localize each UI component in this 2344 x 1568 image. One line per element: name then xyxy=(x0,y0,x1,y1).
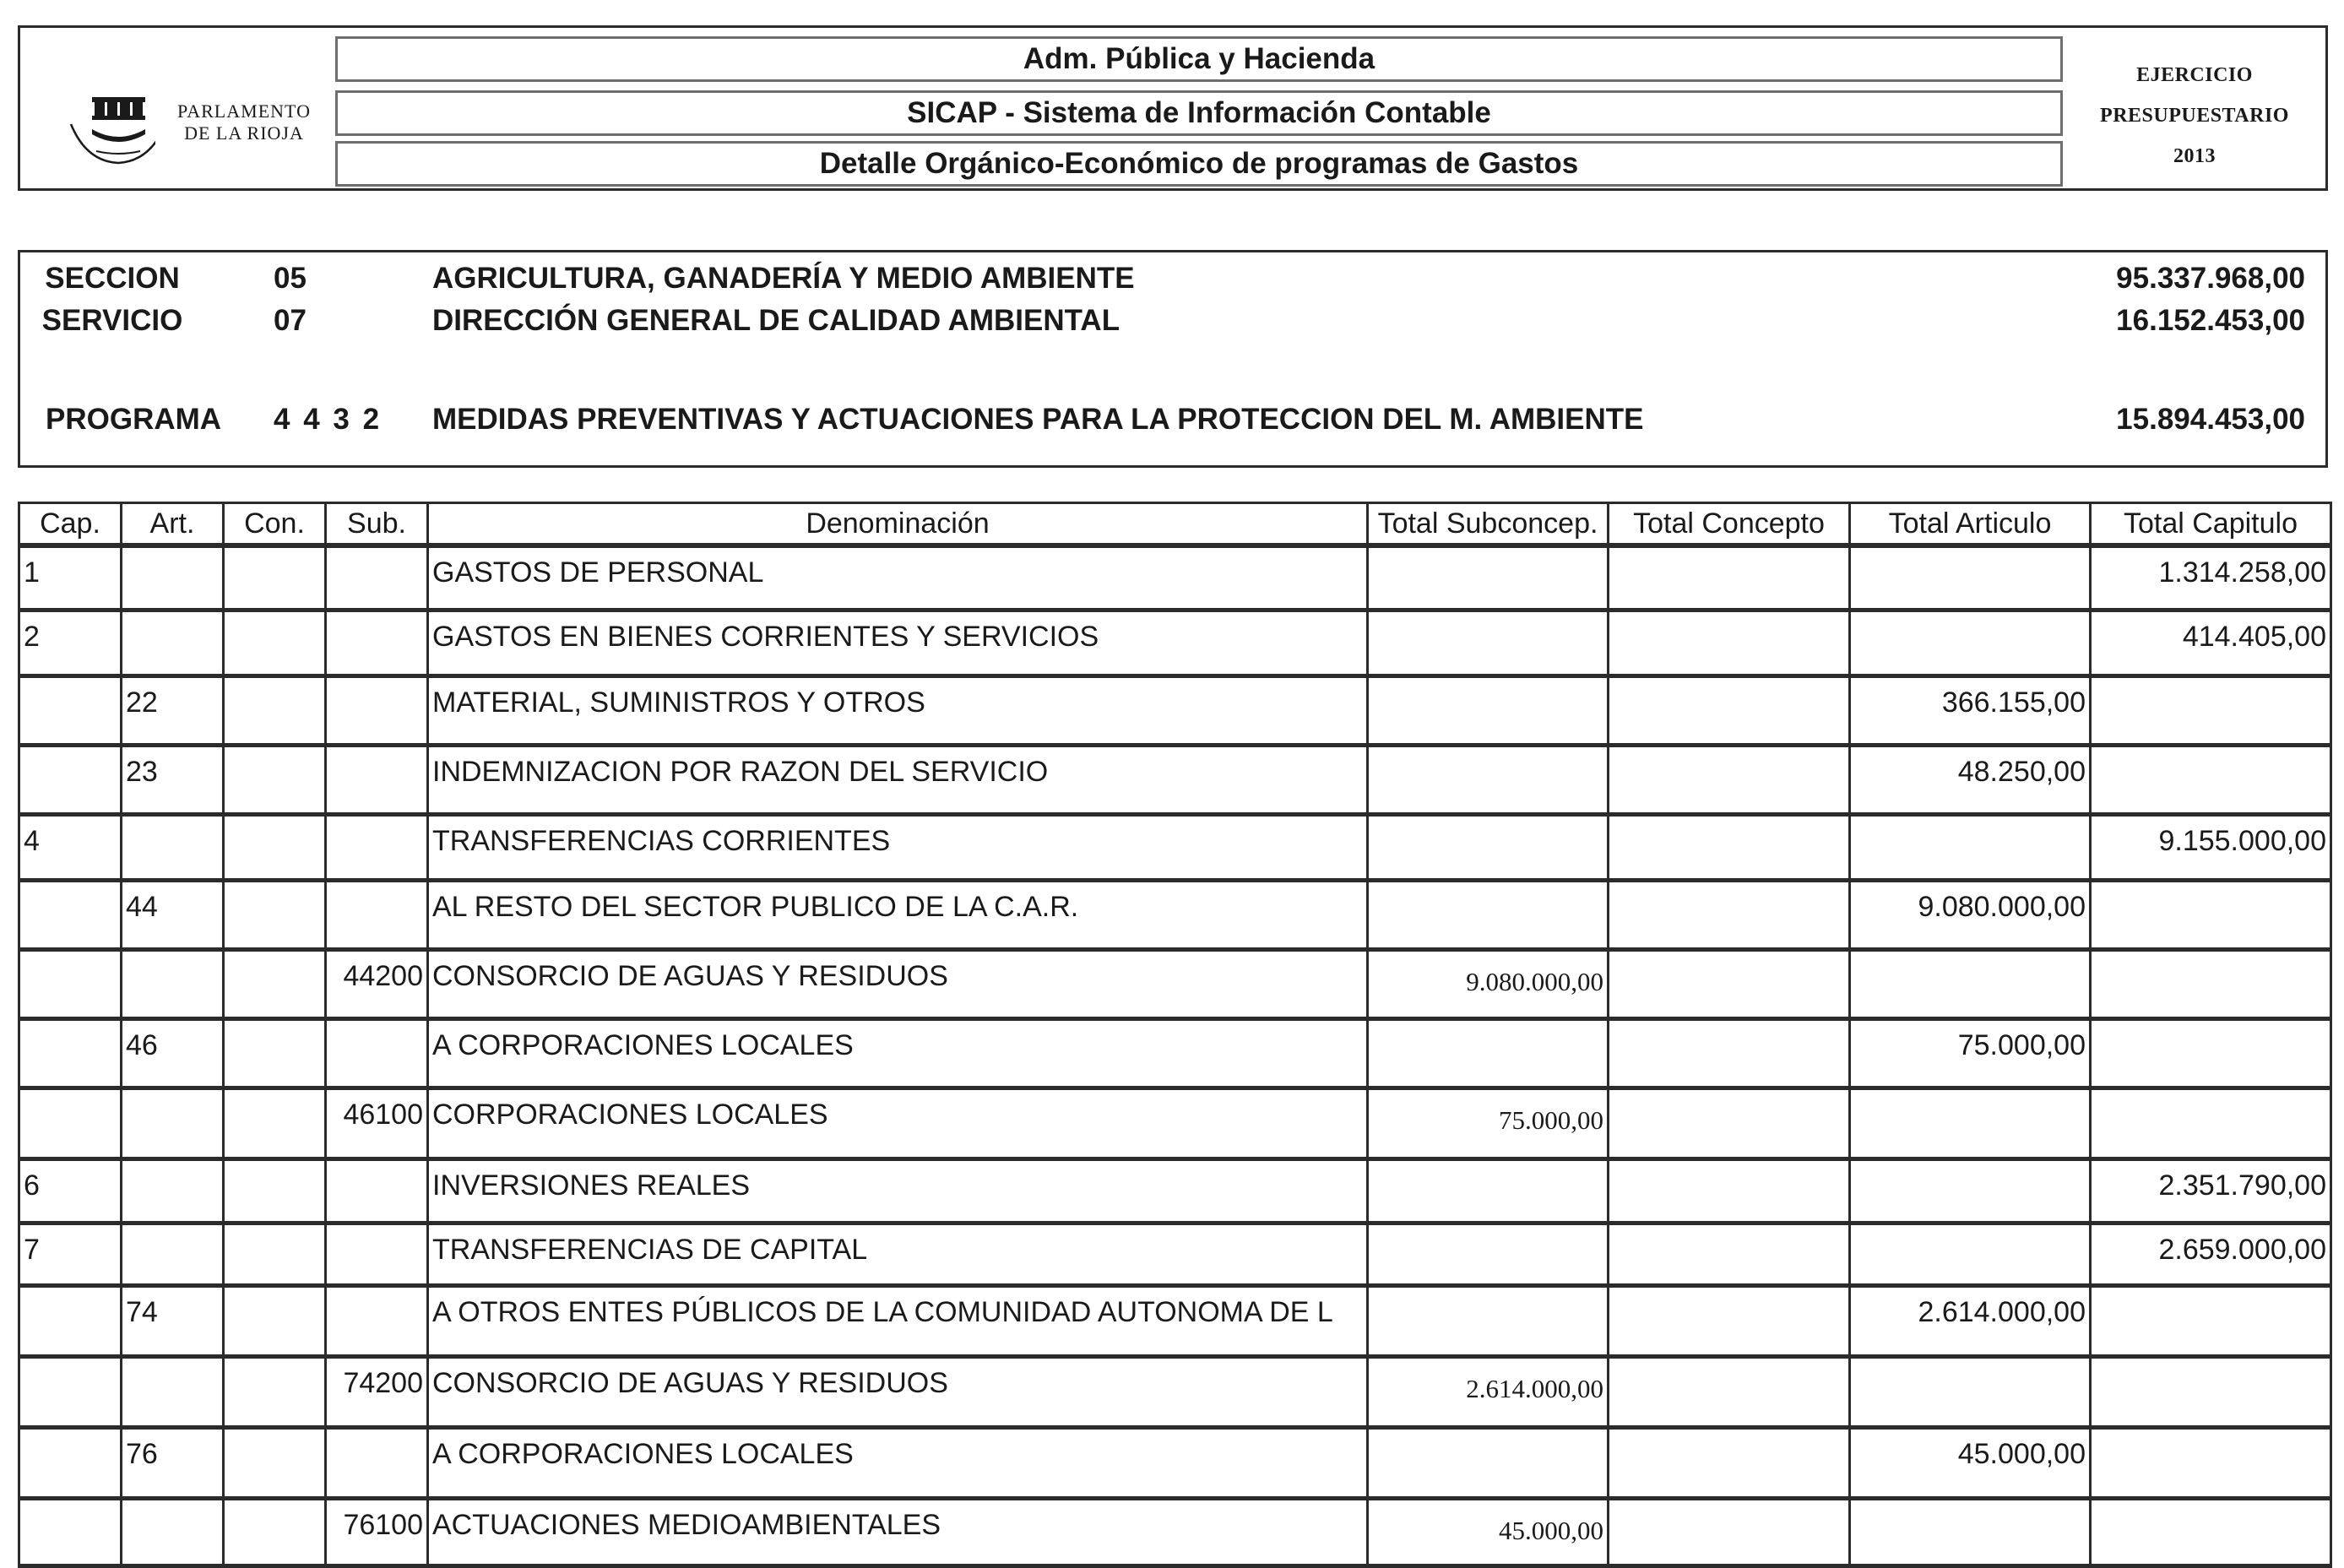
total-concepto-cell xyxy=(1609,949,1850,1018)
total-capitulo-cell: 9.155.000,00 xyxy=(2091,814,2331,880)
total-subconcepto-header: Total Subconcep. xyxy=(1368,503,1609,546)
denominacion-cell: A OTROS ENTES PÚBLICOS DE LA COMUNIDAD AUTONOMA DE L xyxy=(428,1285,1368,1356)
art-cell: 46 xyxy=(122,1018,224,1088)
total-subconcepto-cell xyxy=(1368,880,1609,949)
con-cell xyxy=(224,675,326,745)
table-row xyxy=(19,1223,2331,1285)
servicio-row xyxy=(20,302,2325,339)
total-subconcepto-cell xyxy=(1368,610,1609,675)
total-concepto-cell xyxy=(1609,1285,1850,1356)
total-subconcepto-cell: 9.080.000,00 xyxy=(1368,949,1609,1018)
programa-code: 4 4 3 2 xyxy=(274,403,380,436)
total-subconcepto-cell xyxy=(1368,1427,1609,1498)
total-concepto-cell xyxy=(1609,880,1850,949)
table-row xyxy=(19,1088,2331,1158)
seccion-label: SECCION xyxy=(45,262,180,295)
con-cell xyxy=(224,1498,326,1565)
total-capitulo-cell xyxy=(2091,745,2331,814)
art-cell xyxy=(122,1158,224,1223)
table-header-row xyxy=(19,503,2331,546)
total-concepto-cell xyxy=(1609,1427,1850,1498)
parliament-logo xyxy=(46,79,155,171)
art-cell: 44 xyxy=(122,880,224,949)
total-capitulo-cell xyxy=(2091,1285,2331,1356)
total-concepto-header: Total Concepto xyxy=(1609,503,1850,546)
total-concepto-cell xyxy=(1609,1158,1850,1223)
sub-cell xyxy=(326,1427,428,1498)
seccion-row xyxy=(20,260,2325,297)
sub-header: Sub. xyxy=(326,503,428,546)
total-subconcepto-cell: 75.000,00 xyxy=(1368,1088,1609,1158)
con-cell xyxy=(224,1285,326,1356)
total-articulo-cell: 45.000,00 xyxy=(1850,1427,2091,1498)
total-capitulo-cell: 1.314.258,00 xyxy=(2091,545,2331,610)
art-cell xyxy=(122,1356,224,1427)
table-row xyxy=(19,1285,2331,1356)
total-articulo-cell xyxy=(1850,814,2091,880)
parliament-name-line1: PARLAMENTO xyxy=(177,100,311,122)
sub-cell xyxy=(326,1158,428,1223)
total-concepto-cell xyxy=(1609,1223,1850,1285)
total-capitulo-cell xyxy=(2091,1088,2331,1158)
denominacion-cell: TRANSFERENCIAS CORRIENTES xyxy=(428,814,1368,880)
header-system-name: SICAP - Sistema de Información Contable xyxy=(335,90,2063,136)
total-subconcepto-cell: 45.000,00 xyxy=(1368,1498,1609,1565)
table-body xyxy=(19,545,2331,1565)
total-subconcepto-cell xyxy=(1368,1223,1609,1285)
con-cell xyxy=(224,814,326,880)
table-row xyxy=(19,1356,2331,1427)
total-subconcepto-cell: 2.614.000,00 xyxy=(1368,1356,1609,1427)
art-cell xyxy=(122,545,224,610)
art-header: Art. xyxy=(122,503,224,546)
sub-cell xyxy=(326,1285,428,1356)
cap-cell: 4 xyxy=(19,814,122,880)
total-articulo-cell: 2.614.000,00 xyxy=(1850,1285,2091,1356)
con-cell xyxy=(224,949,326,1018)
fiscal-year-value: 2013 xyxy=(2173,145,2216,167)
denominacion-cell: A CORPORACIONES LOCALES xyxy=(428,1427,1368,1498)
table-row xyxy=(19,949,2331,1018)
con-cell xyxy=(224,1356,326,1427)
total-concepto-cell xyxy=(1609,610,1850,675)
total-articulo-cell xyxy=(1850,1158,2091,1223)
sub-cell xyxy=(326,675,428,745)
denominacion-cell: CONSORCIO DE AGUAS Y RESIDUOS xyxy=(428,949,1368,1018)
con-cell xyxy=(224,745,326,814)
servicio-amount: 16.152.453,00 xyxy=(2116,304,2305,337)
cap-cell xyxy=(19,1018,122,1088)
cap-cell xyxy=(19,880,122,949)
con-cell xyxy=(224,545,326,610)
cap-cell xyxy=(19,675,122,745)
total-concepto-cell xyxy=(1609,545,1850,610)
denominacion-cell: MATERIAL, SUMINISTROS Y OTROS xyxy=(428,675,1368,745)
cap-cell xyxy=(19,949,122,1018)
table-row xyxy=(19,610,2331,675)
denominacion-cell: GASTOS DE PERSONAL xyxy=(428,545,1368,610)
sub-cell xyxy=(326,610,428,675)
sub-cell xyxy=(326,1223,428,1285)
denominacion-cell: CONSORCIO DE AGUAS Y RESIDUOS xyxy=(428,1356,1368,1427)
con-header: Con. xyxy=(224,503,326,546)
denominacion-cell: INVERSIONES REALES xyxy=(428,1158,1368,1223)
report-header xyxy=(18,25,2328,191)
cap-cell xyxy=(19,1285,122,1356)
total-concepto-cell xyxy=(1609,1088,1850,1158)
denominacion-cell: TRANSFERENCIAS DE CAPITAL xyxy=(428,1223,1368,1285)
table-row xyxy=(19,1498,2331,1565)
fiscal-year-block xyxy=(2064,55,2325,176)
cap-cell xyxy=(19,1088,122,1158)
art-cell xyxy=(122,949,224,1018)
con-cell xyxy=(224,880,326,949)
programa-label: PROGRAMA xyxy=(46,403,222,436)
table-row xyxy=(19,814,2331,880)
art-cell: 23 xyxy=(122,745,224,814)
total-capitulo-cell: 2.659.000,00 xyxy=(2091,1223,2331,1285)
total-articulo-cell xyxy=(1850,545,2091,610)
sub-cell xyxy=(326,814,428,880)
denominacion-cell: GASTOS EN BIENES CORRIENTES Y SERVICIOS xyxy=(428,610,1368,675)
total-articulo-cell xyxy=(1850,1356,2091,1427)
art-cell: 22 xyxy=(122,675,224,745)
servicio-code: 07 xyxy=(274,304,307,337)
table-row xyxy=(19,880,2331,949)
cap-cell xyxy=(19,1356,122,1427)
programa-name: MEDIDAS PREVENTIVAS Y ACTUACIONES PARA LA PROTECCION DEL M. AMBIENTE xyxy=(432,403,1644,436)
total-articulo-cell xyxy=(1850,949,2091,1018)
parliament-name-line2: DE LA RIOJA xyxy=(184,122,304,144)
total-concepto-cell xyxy=(1609,745,1850,814)
art-cell: 76 xyxy=(122,1427,224,1498)
total-articulo-cell: 9.080.000,00 xyxy=(1850,880,2091,949)
total-subconcepto-cell xyxy=(1368,745,1609,814)
total-articulo-cell xyxy=(1850,610,2091,675)
total-capitulo-cell xyxy=(2091,1498,2331,1565)
total-capitulo-cell xyxy=(2091,1018,2331,1088)
denominacion-cell: ACTUACIONES MEDIOAMBIENTALES xyxy=(428,1498,1368,1565)
art-cell xyxy=(122,1498,224,1565)
cap-cell xyxy=(19,1498,122,1565)
total-concepto-cell xyxy=(1609,1018,1850,1088)
table-row xyxy=(19,1427,2331,1498)
denominacion-header: Denominación xyxy=(428,503,1368,546)
servicio-label: SERVICIO xyxy=(41,304,183,337)
cap-cell xyxy=(19,1427,122,1498)
servicio-name: DIRECCIÓN GENERAL DE CALIDAD AMBIENTAL xyxy=(432,304,1120,337)
parliament-name xyxy=(160,100,328,144)
total-subconcepto-cell xyxy=(1368,1285,1609,1356)
art-cell xyxy=(122,814,224,880)
table-row xyxy=(19,1018,2331,1088)
con-cell xyxy=(224,610,326,675)
art-cell xyxy=(122,610,224,675)
total-capitulo-cell xyxy=(2091,1356,2331,1427)
total-subconcepto-cell xyxy=(1368,814,1609,880)
denominacion-cell: CORPORACIONES LOCALES xyxy=(428,1088,1368,1158)
table-row xyxy=(19,545,2331,610)
total-articulo-cell xyxy=(1850,1498,2091,1565)
fiscal-year-label1: EJERCICIO xyxy=(2136,64,2253,86)
total-concepto-cell xyxy=(1609,675,1850,745)
art-cell: 74 xyxy=(122,1285,224,1356)
total-capitulo-cell xyxy=(2091,880,2331,949)
sub-cell: 46100 xyxy=(326,1088,428,1158)
con-cell xyxy=(224,1018,326,1088)
cap-cell: 6 xyxy=(19,1158,122,1223)
con-cell xyxy=(224,1158,326,1223)
total-capitulo-header: Total Capitulo xyxy=(2091,503,2331,546)
denominacion-cell: AL RESTO DEL SECTOR PUBLICO DE LA C.A.R. xyxy=(428,880,1368,949)
total-capitulo-cell xyxy=(2091,949,2331,1018)
total-articulo-cell: 366.155,00 xyxy=(1850,675,2091,745)
art-cell xyxy=(122,1088,224,1158)
art-cell xyxy=(122,1223,224,1285)
con-cell xyxy=(224,1088,326,1158)
sub-cell: 74200 xyxy=(326,1356,428,1427)
sub-cell xyxy=(326,880,428,949)
con-cell xyxy=(224,1223,326,1285)
report-title: Detalle Orgánico-Económico de programas de Gastos xyxy=(335,141,2063,187)
total-articulo-cell xyxy=(1850,1223,2091,1285)
cap-header: Cap. xyxy=(19,503,122,546)
total-articulo-cell: 75.000,00 xyxy=(1850,1018,2091,1088)
seccion-amount: 95.337.968,00 xyxy=(2116,262,2305,295)
expense-detail-table xyxy=(18,502,2332,1568)
programa-row xyxy=(20,401,2325,438)
seccion-code: 05 xyxy=(274,262,307,295)
total-articulo-cell: 48.250,00 xyxy=(1850,745,2091,814)
total-capitulo-cell xyxy=(2091,1427,2331,1498)
sub-cell: 44200 xyxy=(326,949,428,1018)
total-articulo-cell xyxy=(1850,1088,2091,1158)
total-subconcepto-cell xyxy=(1368,1158,1609,1223)
denominacion-cell: INDEMNIZACION POR RAZON DEL SERVICIO xyxy=(428,745,1368,814)
con-cell xyxy=(224,1427,326,1498)
total-subconcepto-cell xyxy=(1368,545,1609,610)
sub-cell xyxy=(326,745,428,814)
table-row xyxy=(19,675,2331,745)
cap-cell: 1 xyxy=(19,545,122,610)
cap-cell: 2 xyxy=(19,610,122,675)
total-capitulo-cell: 414.405,00 xyxy=(2091,610,2331,675)
total-capitulo-cell xyxy=(2091,675,2331,745)
table-row xyxy=(19,1158,2331,1223)
sub-cell xyxy=(326,545,428,610)
header-department: Adm. Pública y Hacienda xyxy=(335,36,2063,82)
seccion-name: AGRICULTURA, GANADERÍA Y MEDIO AMBIENTE xyxy=(432,262,1135,295)
sub-cell: 76100 xyxy=(326,1498,428,1565)
cap-cell: 7 xyxy=(19,1223,122,1285)
total-subconcepto-cell xyxy=(1368,1018,1609,1088)
denominacion-cell: A CORPORACIONES LOCALES xyxy=(428,1018,1368,1088)
program-summary xyxy=(18,250,2328,468)
cap-cell xyxy=(19,745,122,814)
total-concepto-cell xyxy=(1609,1498,1850,1565)
total-articulo-header: Total Articulo xyxy=(1850,503,2091,546)
total-concepto-cell xyxy=(1609,814,1850,880)
total-concepto-cell xyxy=(1609,1356,1850,1427)
programa-amount: 15.894.453,00 xyxy=(2116,403,2305,436)
total-subconcepto-cell xyxy=(1368,675,1609,745)
table-row xyxy=(19,745,2331,814)
fiscal-year-label2: PRESUPUESTARIO xyxy=(2100,105,2289,127)
sub-cell xyxy=(326,1018,428,1088)
total-capitulo-cell: 2.351.790,00 xyxy=(2091,1158,2331,1223)
